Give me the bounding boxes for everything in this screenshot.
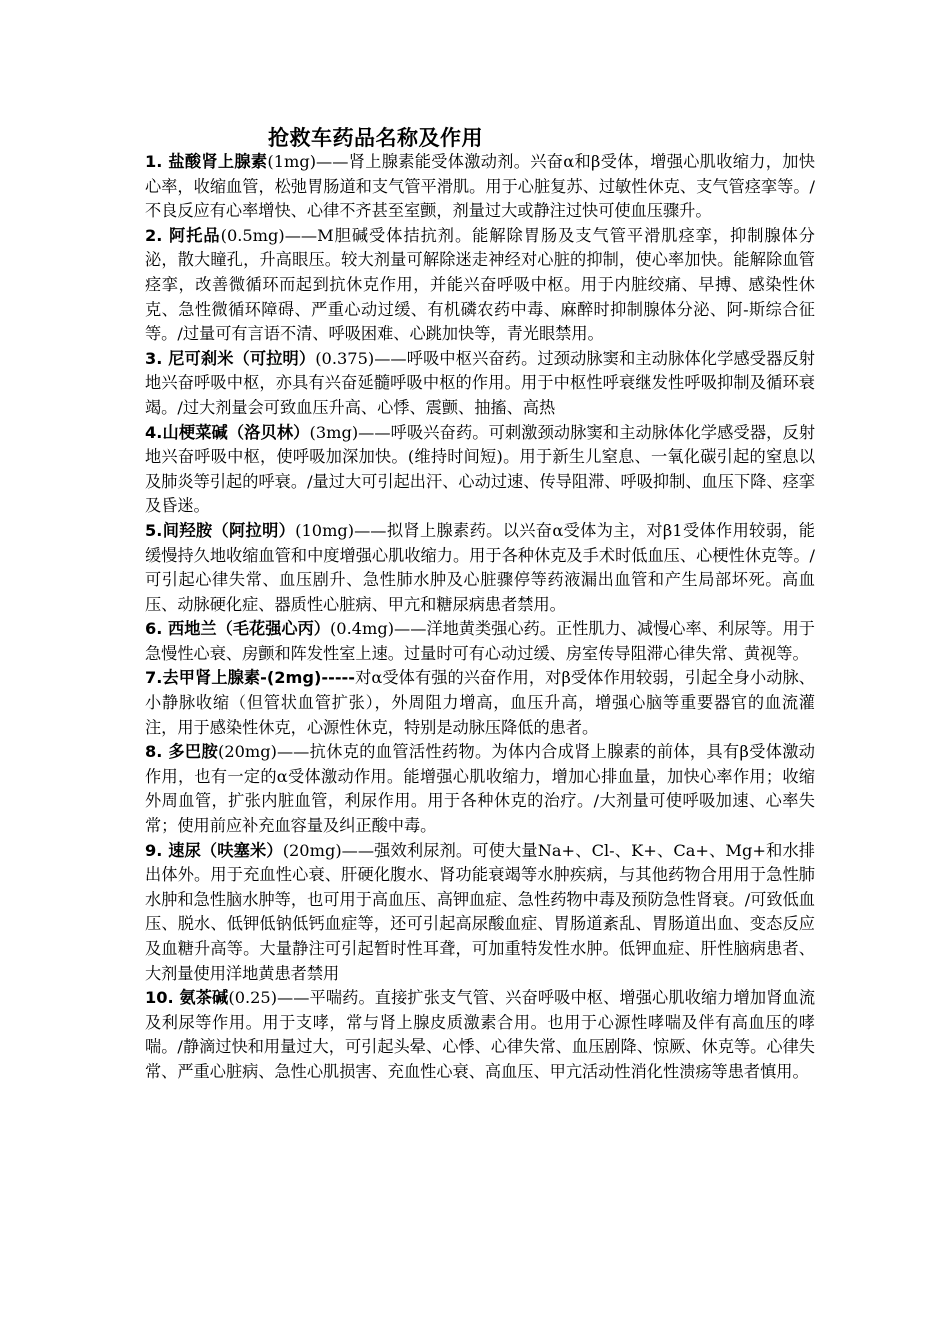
drug-name: 10. 氨茶碱	[145, 988, 229, 1008]
drug-description: (0.5mg)——M胆碱受体拮抗剂。能解除胃肠及支气管平滑肌痉挛，抑制腺体分泌，散大瞳孔，升高眼压。较大剂量可解除迷走神经对心脏的抑制，使心率加快。能解除血管痉挛，改善微循环而起到抗休克作用，并能兴奋呼吸中枢。用于内脏绞痛、早搏、感染性休克、急性微循环障碍、严重心动过缓、有机磷农药中毒、麻醉时抑制腺体分泌、阿-斯综合征等。/过量可有言语不清、呼吸困难、心跳加快等，青光眼禁用。	[145, 225, 815, 344]
drug-entry	[145, 740, 815, 838]
drug-description: (20mg)——抗休克的血管活性药物。为体内合成肾上腺素的前体，具有β受体激动作用，也有一定的α受体激动作用。能增强心肌收缩力，增加心排血量，加快心率作用；收缩外周血管，扩张内脏血管，利尿作用。用于各种休克的治疗。/大剂量可使呼吸加速、心率失常；使用前应补充血容量及纠正酸中毒。	[145, 742, 815, 836]
drug-name: 4.山梗菜碱（洛贝林）	[145, 422, 310, 442]
drug-name: 2. 阿托品	[145, 225, 221, 245]
drug-name: 9. 速尿（呋塞米）	[145, 840, 283, 860]
drug-description: (0.25)——平喘药。直接扩张支气管、兴奋呼吸中枢、增强心肌收缩力增加肾血流及利尿等作用。用于支哮，常与肾上腺皮质激素合用。也用于心源性哮喘及伴有高血压的哮喘。/静滴过快和用量过大，可引起头晕、心悸、心律失常、血压剧降、惊厥、休克等。心律失常、严重心脏病、急性心肌损害、充血性心衰、高血压、甲亢活动性消化性溃疡等患者慎用。	[145, 988, 816, 1081]
drug-description: (0.4mg)——洋地黄类强心药。正性肌力、减慢心率、利尿等。用于急慢性心衰、房颤和阵发性室上速。过量时可有心动过缓、房室传导阻滞心律失常、黄视等。	[145, 619, 815, 663]
drug-description: (20mg)——强效利尿剂。可使大量Na+、Cl-、K+、Ca+、Mg+和水排出体外。用于充血性心衰、肝硬化腹水、肾功能衰竭等水肿疾病，与其他药物合用用于急性肺水肿和急性脑水肿等，也可用于高血压、高钾血症、急性药物中毒及预防急性肾衰。/可致低血压、脱水、低钾低钠低钙血症等，还可引起高尿酸血症、胃肠道紊乱、胃肠道出血、变态反应及血糖升高等。大量静注可引起暂时性耳聋，可加重特发性水肿。低钾血症、肝性脑病患者、大剂量使用洋地黄患者禁用	[145, 840, 815, 983]
drug-name: 6. 西地兰（毛花强心丙）	[145, 619, 330, 639]
drug-name: 1. 盐酸肾上腺素	[145, 152, 268, 171]
drug-entry	[145, 224, 815, 347]
drug-entry	[145, 986, 815, 1084]
drug-description: (0.375)——呼吸中枢兴奋药。过颈动脉窦和主动脉体化学感受器反射地兴奋呼吸中枢，亦具有兴奋延髓呼吸中枢的作用。用于中枢性呼衰继发性呼吸抑制及循环衰竭。/过大剂量会可致血压升高、心悸、震颤、抽搐、高热	[145, 348, 815, 417]
drug-name: 8. 多巴胺	[145, 742, 218, 762]
drug-description: (1mg)——肾上腺素能受体激动剂。兴奋α和β受体，增强心肌收缩力，加快心率，收缩血管，松弛胃肠道和支气管平滑肌。用于心脏复苏、过敏性休克、支气管痉挛等。/不良反应有心率增快、心律不齐甚至室颤，剂量过大或静注过快可使血压骤升。	[145, 152, 815, 221]
drug-entry	[145, 617, 815, 666]
document-title: 抢救车药品名称及作用	[268, 126, 483, 150]
drug-name: 7.去甲肾上腺素-(2mg)-----	[145, 668, 355, 688]
drug-name: 5.间羟胺（阿拉明）	[145, 520, 296, 540]
drug-description: 对α受体有强的兴奋作用，对β受体作用较弱，引起全身小动脉、小静脉收缩（但管状血管扩张），外周阻力增高，血压升高，增强心脑等重要器官的血流灌注，用于感染性休克，心源性休克，特别是动脉压降低的患者。	[145, 668, 815, 737]
drug-entry	[145, 839, 815, 987]
drug-name: 3. 尼可刹米（可拉明）	[145, 348, 316, 368]
drug-entry	[145, 519, 815, 617]
drug-entry	[145, 150, 815, 224]
drug-description: (10mg)——拟肾上腺素药。以兴奋α受体为主，对β1受体作用较弱，能缓慢持久地收缩血管和中度增强心肌收缩力。用于各种休克及手术时低血压、心梗性休克等。/可引起心律失常、血压剧升、急性肺水肿及心脏骤停等药液漏出血管和产生局部坏死。高血压、动脉硬化症、器质性心脏病、甲亢和糖尿病患者禁用。	[145, 520, 815, 614]
drug-description: (3mg)——呼吸兴奋药。可刺激颈动脉窦和主动脉体化学感受器，反射地兴奋呼吸中枢，使呼吸加深加快。(维持时间短)。用于新生儿窒息、一氧化碳引起的窒息以及肺炎等引起的呼衰。/量过大可引起出汗、心动过速、传导阻滞、呼吸抑制、血压下降、痉挛及昏迷。	[145, 422, 816, 516]
drug-entry	[145, 666, 815, 740]
drug-entry	[145, 421, 815, 519]
document-body	[145, 150, 815, 1085]
drug-entry	[145, 347, 815, 421]
